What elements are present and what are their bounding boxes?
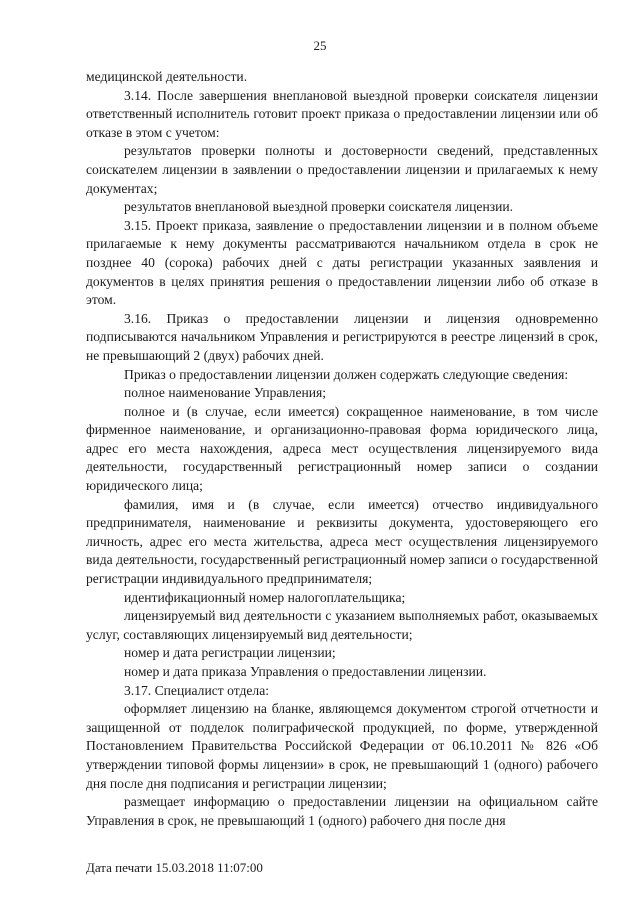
paragraph: идентификационный номер налогоплательщика; [124,589,406,605]
paragraph: 3.14. После завершения внеплановой выездной проверки соискателя лицензии ответственный исполнитель готовит проект приказа о предоставлении лицензии или об отказе в этом с учетом: [86,87,598,140]
paragraph: размещает информацию о предоставлении лицензии на официальном сайте Управления в срок, не превышающий 1 (одного) рабочего дня после дня [86,794,598,828]
paragraph: номер и дата приказа Управления о предоставлении лицензии. [124,664,487,679]
paragraph: лицензируемый вид деятельности с указанием выполняемых работ, оказываемых услуг, составляющих лицензируемый вид деятельности; [86,608,598,642]
paragraph: 3.15. Проект приказа, заявление о предоставлении лицензии и в полном объеме прилагаемые к нему документы рассматриваются начальником отдела в срок не позднее 40 (сорока) рабочих дней с даты регистрации указанных заявления и документов в целях принятия решения о предоставлении лицензии либо об отказе в этом. [86,217,598,308]
paragraph: полное и (в случае, если имеется) сокращенное наименование, в том числе фирменное наименование, и организационно-правовая форма юридического лица, адрес его места нахождения, адреса мест осуществления лицензируемого вида деятельности, государственный регистрационный номер записи о создании юридического лица; [86,403,598,494]
paragraph: 3.16. Приказ о предоставлении лицензии и лицензия одновременно подписываются начальником Управления и регистрируются в реестре лицензий в срок, не превышающий 2 (двух) рабочих дней. [86,310,598,363]
paragraph: 3.17. Специалист отдела: [124,682,270,698]
paragraph: Приказ о предоставлении лицензии должен содержать следующие сведения: [124,366,569,382]
paragraph: оформляет лицензию на бланке, являющемся документом строгой отчетности и защищенной от подделок полиграфической продукцией, по форме, утвержденной Постановлением Правительства Российской Федерации от 06.10.2011 № 826 «Об утверждении типовой формы лицензии» в срок, не превышающий 1 (одного) рабочего дня после дня подписания и регистрации лицензии; [86,701,598,791]
paragraph: результатов проверки полноты и достоверности сведений, представленных соискателем лицензии в заявлении о предоставлении лицензии и прилагаемых к нему документах; [86,143,598,196]
paragraph: медицинской деятельности. [86,69,248,84]
paragraph: номер и дата регистрации лицензии; [124,645,336,661]
paragraph: полное наименование Управления; [124,385,327,401]
paragraph: фамилия, имя и (в случае, если имеется) отчество индивидуального предпринимателя, наименование и реквизиты документа, удостоверяющего его личность, адрес его места жительства, адреса мест осуществления лицензируемого вида деятельности, государственный регистрационный номер записи о государственной регистрации индивидуального предпринимателя; [86,496,598,587]
page-number: 25 [313,38,327,53]
paragraph: результатов внеплановой выездной проверки соискателя лицензии. [124,199,514,215]
print-date-footer: Дата печати 15.03.2018 11:07:00 [86,860,263,875]
document-body [86,68,598,830]
